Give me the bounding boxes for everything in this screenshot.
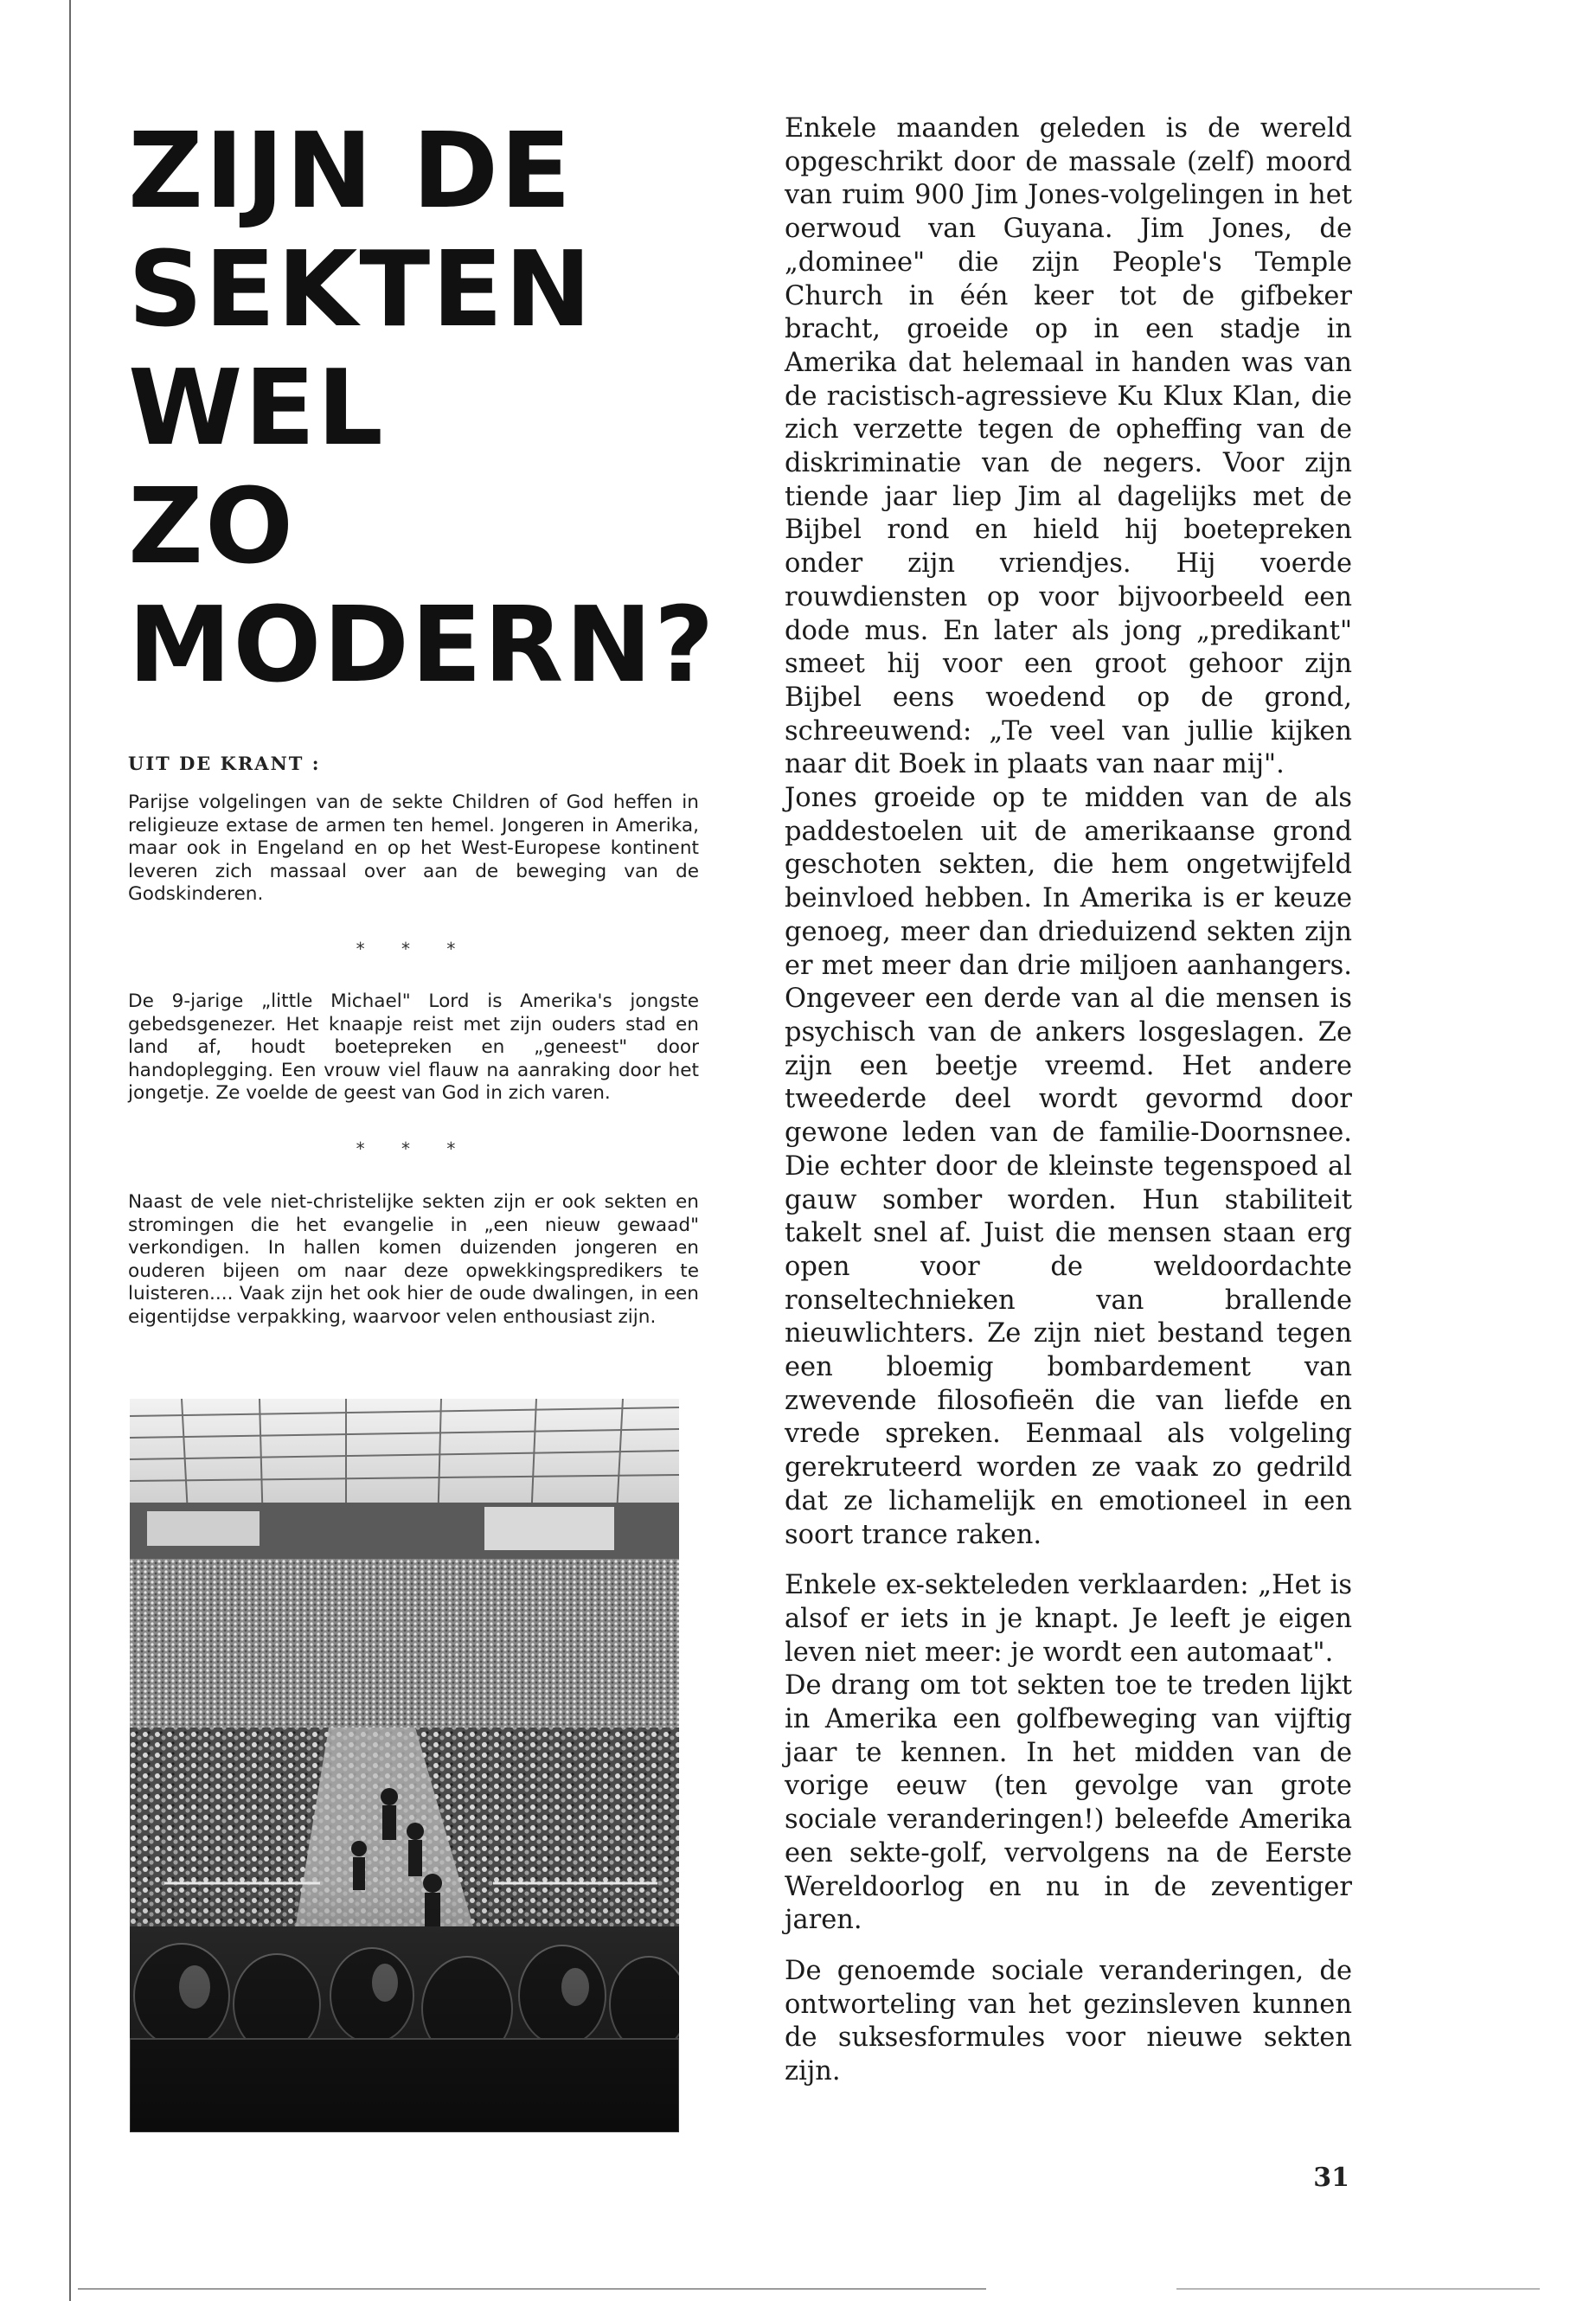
body-paragraph: De genoemde sociale veranderingen, de ontworteling van het gezinsleven kunnen de suksesformules voor nieuwe sekten zijn. (785, 1955, 1352, 2087)
body-paragraph: Jones groeide op te midden van de als paddestoelen uit de amerikaanse grond geschoten sekten, die hem ongetwijfeld beinvloed hebben. In Amerika is er keuze genoeg, meer dan drieduizend sekten zijn er met meer dan drie miljoen aanhangers. Ongeveer een derde van al die mensen is psychisch van de ankers losgeslagen. Ze zijn een beetje vreemd. Het andere tweederde deel wordt gevormd door gewone leden van de familie-Doornsnee. Die echter door de kleinste tegenspoed al gauw somber worden. Hun stabiliteit takelt snel af. Juist die mensen staan erg open voor de weldoordachte ronseltechnieken van brallende nieuwlichters. Ze zijn niet bestand tegen een bloemig bombardement van zwevende filosofieën die van liefde en vrede spreken. Eenmaal als volgeling gerekruteerd worden ze vaak zo gedrild dat ze lichamelijk en emotioneel in een soort trance raken. (785, 783, 1352, 1550)
bottom-rule (78, 2288, 986, 2290)
body-paragraph: De drang om tot sekten toe te treden lijkt in Amerika een golfbeweging van vijftig jaar te kennen. In het midden van de vorige eeuw (ten gevolge van grote sociale veranderingen!) beleefde Amerika een sekte-golf, vervolgens na de Eerste Wereldoorlog en nu in de zeventiger jaren. (785, 1670, 1352, 1936)
page-number: 31 (1313, 2163, 1349, 2193)
title-line: ZO (128, 467, 296, 587)
article-body (785, 112, 1352, 2089)
news-item: Naast de vele niet-christelijke sekten zijn er ook sekten en stromingen die het evangelie in „een nieuw gewaad" verkondigen. In hallen komen duizenden jongeren en ouderen bijeen om naar deze opwekkingspredikers te luisteren.... Vaak zijn het ook hier de oude dwalingen, in een eigentijdse verpakking, waarvoor velen enthousiast zijn. (128, 1191, 699, 1328)
body-paragraph: Enkele maanden geleden is de wereld opgeschrikt door de massale (zelf) moord van ruim 900 Jim Jones-volgelingen in het oerwoud van Guyana. Jim Jones, de „dominee" die zijn People's Temple Church in één keer tot de gifbeker bracht, groeide op in een stadje in Amerika dat helemaal in handen was van de racistisch-agressieve Ku Klux Klan, die zich verzette tegen de opheffing van de diskriminatie van de negers. Voor zijn tiende jaar liep Jim al dagelijks met de Bijbel rond en hield hij boetepreken onder zijn vriendjes. Hij voerde rouwdiensten op voor bijvoorbeeld een dode mus. En later als jong „predikant" smeet hij voor een groot gehoor zijn Bijbel eens woedend op de grond, schreeuwend: „Te veel van jullie kijken naar dit Boek in plaats van naar mij". (785, 113, 1352, 780)
news-item: De 9-jarige „little Michael" Lord is Amerika's jongste gebedsgenezer. Het knaapje reist met zijn ouders stad en land af, houdt boetepreken en „geneest" door handoplegging. Een vrouw viel flauw na aanraking door het jongetje. Ze voelde de geest van God in zich varen. (128, 990, 699, 1104)
title-line: WEL (128, 349, 385, 469)
separator-stars: * * * (356, 939, 471, 959)
body-paragraph: Enkele ex-sekteleden verklaarden: „Het is alsof er iets in je knapt. Je leeft je eigen leven niet meer: je wordt een automaat". (785, 1570, 1352, 1668)
title-line: ZIJN DE (128, 112, 574, 232)
article-title (128, 112, 734, 705)
left-margin-rule (69, 0, 71, 2301)
news-item: Parijse volgelingen van de sekte Children of God heffen in religieuze extase de armen ten hemel. Jongeren in Amerika, maar ook in Engeland en op het West-Europese kontinent leveren zich massaal over aan de beweging van de Godskinderen. (128, 792, 699, 905)
section-kicker: UIT DE KRANT : (128, 753, 321, 774)
crowd-photo (130, 1399, 679, 2132)
bottom-rule (1176, 2288, 1540, 2290)
separator-stars: * * * (356, 1138, 471, 1159)
title-line: SEKTEN (128, 230, 593, 350)
title-line: MODERN? (128, 586, 716, 706)
